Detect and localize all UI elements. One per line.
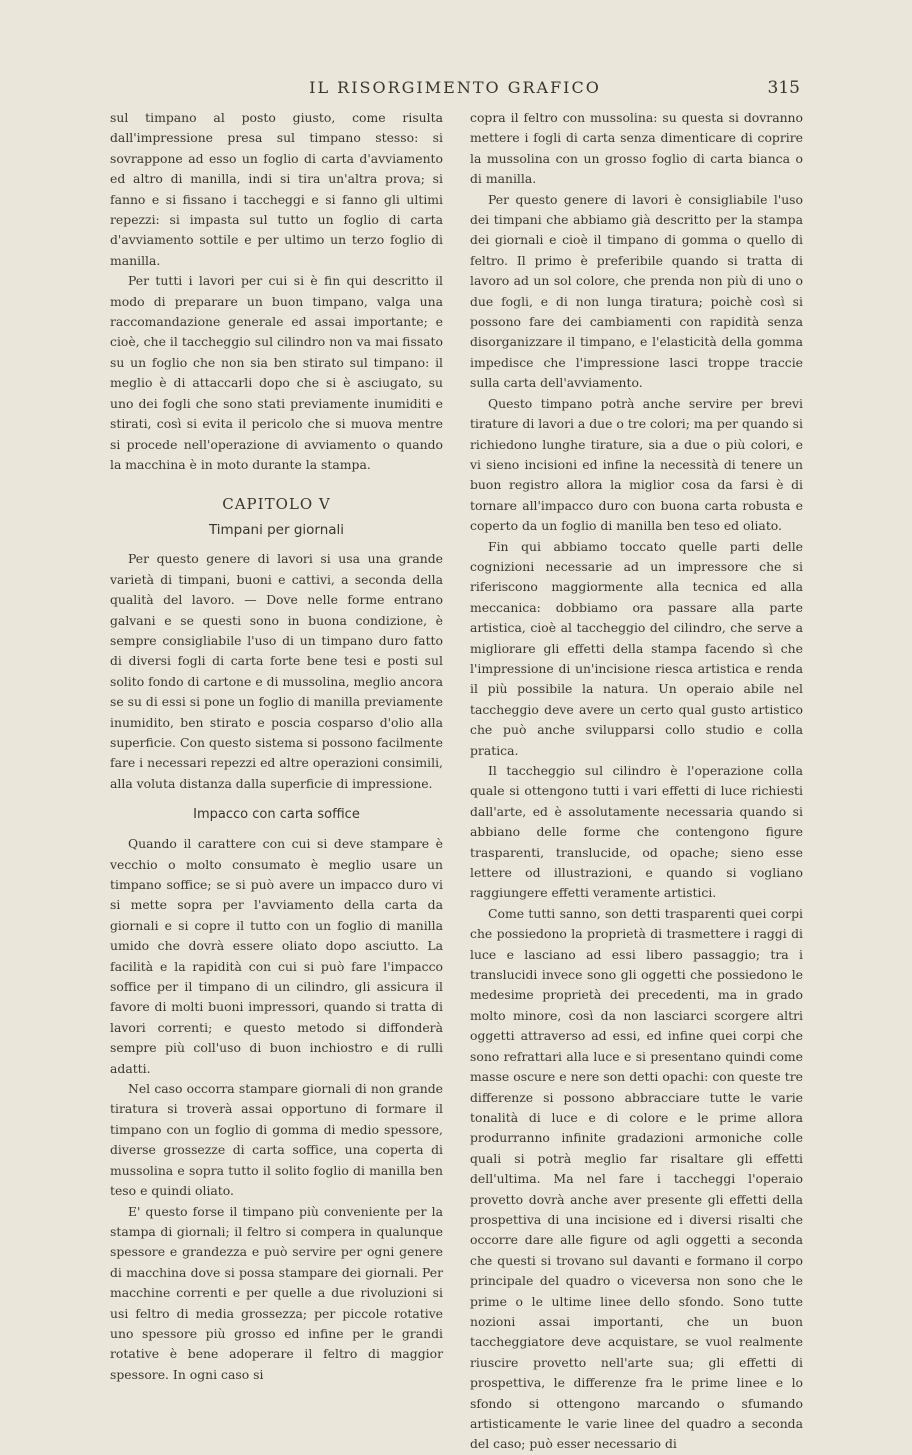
page-number: 315 (767, 78, 800, 98)
left-column (110, 108, 443, 1385)
paragraph: Questo timpano potrà anche servire per brevi tirature di lavori a due o tre colori; ma per quando si richiedono lunghe tirature, sia a due o più colori, e vi sieno incisioni ed infine la necessità di tenere un buon registro allora la miglior cosa da farsi è di tornare all'impacco duro con buona carta robusta e coperto da un foglio di manilla ben teso ed oliato. (470, 395, 803, 534)
paragraph: Per questo genere di lavori è consigliabile l'uso dei timpani che abbiamo già descritto per la stampa dei giornali e cioè il timpano di gomma o quello di feltro. Il primo è preferibile quando si tratta di lavoro ad un sol colore, che prenda non più di uno o due fogli, e di non lunga tiratura; poichè così si possono fare dei cambiamenti con rapidità senza disorganizzare il timpano, e l'elasticità della gomma impedisce che l'impressione lasci troppe traccie sulla carta dell'avviamento. (470, 191, 803, 391)
paragraph: sul timpano al posto giusto, come risulta dall'impressione presa sul timpano stesso: si sovrappone ad esso un foglio di carta d'avviamento ed altro di manilla, indi si tira un'altra prova; si fanno e si fissano i taccheggi e si fanno gli ultimi repezzi: si impasta sul tutto un foglio di carta d'avviamento sottile e per ultimo un terzo foglio di manilla. (110, 110, 443, 268)
right-column (470, 108, 803, 1455)
section-heading: Timpani per giornali (208, 522, 345, 539)
paragraph: Nel caso occorra stampare giornali di non grande tiratura si troverà assai opportuno di formare il timpano con un foglio di gomma di medio spessore, diverse grossezze di carta soffice, una coperta di mussolina e sopra tutto il solito foglio di manilla ben teso e quindi oliato. (110, 1081, 443, 1199)
paragraph: Per questo genere di lavori si usa una grande varietà di timpani, buoni e cattivi, a seconda della qualità del lavoro. — Dove nelle forme entrano galvani e se questi sono in buona condizione, è sempre consigliabile l'uso di un timpano duro fatto di diversi fogli di carta forte bene tesi e posti sul solito fondo di cartone e di mussolina, meglio ancora se su di essi si pone un foglio di manilla previamente inumidito, ben stirato e poscia cosparso d'olio alla superficie. Con questo sistema si possono facilmente fare i necessari repezzi ed altre operazioni consimili, alla voluta distanza dalla superficie di impressione. (110, 551, 443, 791)
section-heading: Impacco con carta soffice (193, 807, 360, 823)
running-header (110, 78, 800, 102)
paragraph: copra il feltro con mussolina: su questa si dovranno mettere i fogli di carta senza dimenticare di coprire la mussolina con un grosso foglio di carta bianca o di manilla. (470, 110, 803, 187)
paragraph: Quando il carattere con cui si deve stampare è vecchio o molto consumato è meglio usare un timpano soffice; se si può avere un impacco duro vi si mette sopra per l'avviamento della carta da giornali e si copre il tutto con un foglio di manilla umido che dovrà essere oliato dopo asciutto. La facilità e la rapidità con cui si può fare l'impacco soffice per il timpano di un cilindro, gli assicura il favore di molti buoni impressori, quando si tratta di lavori correnti; e questo metodo si diffonderà sempre più coll'uso di buon inchiostro e di rulli adatti. (110, 836, 443, 1076)
paragraph: Il taccheggio sul cilindro è l'operazione colla quale si ottengono tutti i vari effetti di luce richiesti dall'arte, ed è assolutamente necessaria quando si abbiano delle forme che contengono figure trasparenti, translucide, od opache; sieno esse lettere od illustrazioni, e quando si vogliano raggiungere effetti veramente artistici. (470, 763, 803, 901)
paragraph: Fin qui abbiamo toccato quelle parti delle cognizioni necessarie ad un impressore che si riferiscono maggiormente alla tecnica ed alla meccanica: dobbiamo ora passare alla parte artistica, cioè al taccheggio del cilindro, che serve a migliorare gli effetti della stampa facendo sì che l'impressione di un'incisione riesca artistica e renda il più possibile la natura. Un operaio abile nel taccheggio deve avere un certo qual gusto artistico che può anche svilupparsi collo studio e colla pratica. (470, 538, 803, 758)
running-title: IL RISORGIMENTO GRAFICO (309, 78, 601, 97)
paragraph: Per tutti i lavori per cui si è fin qui descritto il modo di preparare un buon timpano, valga una raccomandazione generale ed assai importante; e cioè, che il taccheggio sul cilindro non va mai fissato su un foglio che non sia ben stirato sul timpano: il meglio è di attaccarli dopo che si è asciugato, su uno dei fogli che sono stati previamente inumiditi e stirati, così si evita il pericolo che si muova mentre si procede nell'operazione di avviamento o quando la macchina è in moto durante la stampa. (110, 273, 443, 472)
chapter-heading: CAPITOLO V (222, 495, 331, 514)
paragraph: Come tutti sanno, son detti trasparenti quei corpi che possiedono la proprietà di trasmettere i raggi di luce e lasciano ad essi libero passaggio; tra i translucidi invece sono gli oggetti che possiedono le medesime proprietà dei precedenti, ma in grado molto minore, così da non lasciarci scorgere altri oggetti attraverso ad essi, ed infine quei corpi che sono refrattari alla luce e si presentano quindi come masse oscure e nere son detti opachi: con queste tre differenze si possono abbracciare tutte le varie tonalità di luce e di colore e le prime allora produrranno infinite gradazioni armoniche colle quali si potrà meglio far risaltare gli effetti dell'ultima. Ma nel fare i taccheggi l'operaio provetto dovrà anche aver presente gli effetti della prospettiva di una incisione ed i diversi risalti che occorre dare alle figure od agli oggetti a seconda che questi si trovano sul davanti e formano il corpo principale del quadro o viceversa non sono che le prime o le ultime linee dello sfondo. Sono tutte nozioni assai importanti, che un buon taccheggiatore deve acquistare, se vuol realmente riuscire provetto nell'arte sua; gli effetti di prospettiva, le differenze fra le prime linee e lo sfondo si ottengono marcando o sfumando artisticamente le varie linee del quadro a seconda del caso; può esser necessario di (470, 905, 803, 1452)
paragraph: E' questo forse il timpano più conveniente per la stampa di giornali; il feltro si compera in qualunque spessore e grandezza e può servire per ogni genere di macchina dove si possa stampare dei giornali. Per macchine correnti e per quelle a due rivoluzioni si usi feltro di media grossezza; per piccole rotative uno spessore più grosso ed infine per le grandi rotative è bene adoperare il feltro di maggior spessore. In ogni caso si (110, 1203, 443, 1382)
